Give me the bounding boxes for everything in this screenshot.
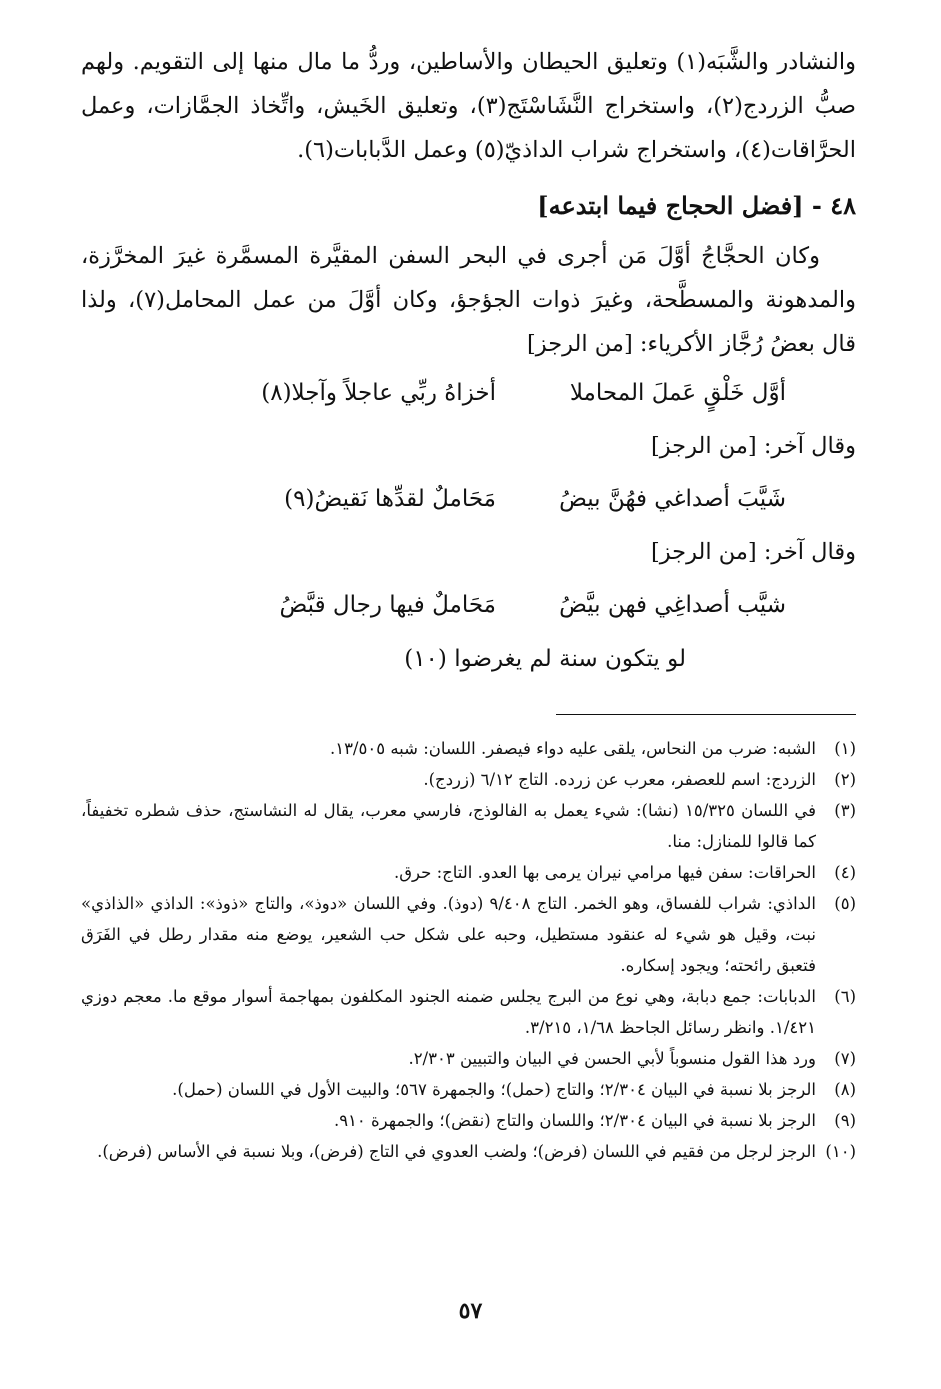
verse-3 bbox=[81, 578, 856, 632]
footnote-7 bbox=[81, 1043, 856, 1074]
footnote-number: (٥) bbox=[834, 894, 856, 913]
verse-1 bbox=[81, 366, 856, 420]
footnote-number: (٩) bbox=[834, 1111, 856, 1130]
footnote-number: (٦) bbox=[834, 987, 856, 1006]
section-heading: ٤٨ - [فضل الحجاج فيما ابتدعه] bbox=[537, 191, 856, 220]
page-number: ٥٧ bbox=[458, 1298, 483, 1324]
footnote-number: (٧) bbox=[834, 1049, 856, 1068]
footnote-3 bbox=[81, 795, 856, 857]
footnote-1 bbox=[81, 733, 856, 764]
footnote-number: (١٠) bbox=[825, 1142, 856, 1161]
footnote-5 bbox=[81, 888, 856, 981]
footnote-text: الدبابات: جمع دبابة، وهي نوع من البرج يجلس ضمنه الجنود المكلفون بمهاجمة أسوار موقع ما. معجم دوزي ١/٤٢١. وانظر رسائل الجاحظ ١/٦٨، ٣/٢١٥. bbox=[81, 987, 816, 1037]
verse-2-first-hemistich: شَيَّبَ أصداغي فهُنَّ بيضُ bbox=[559, 486, 786, 512]
body-paragraph-1: والنشادر والشَّبَه(١) وتعليق الحيطان والأساطين، وردُّ ما مال منها إلى التقويم. ولهم صبُّ الزردج(٢)، واستخراج النَّشَاسْتَج(٣)، وتعليق الخَيش، واتِّخاذ الجمَّازات، وعمل الحرَّاقات(٤)، واستخراج شراب الداذيّ(٥) وعمل الدَّبابات(٦). bbox=[81, 49, 857, 163]
footnote-number: (١) bbox=[834, 739, 856, 758]
footnotes bbox=[81, 733, 856, 1167]
footnote-text: الداذي: شراب للفساق، وهو الخمر. التاج ٩/٤٠٨ (دوذ). وفي اللسان «دوذ»، والتاج «ذوذ»: الداذي «الذاذي» نبت، وقيل هو شيء له عنقود مستطيل، وحبه على شكل حب الشعير، يوضع منه مقدار رطل في الفَرَق فتعبق رائحته؛ ويجود إسكاره. bbox=[81, 894, 816, 975]
footnote-10 bbox=[81, 1136, 856, 1167]
footnote-4 bbox=[81, 857, 856, 888]
footnote-number: (٢) bbox=[834, 770, 856, 789]
footnote-number: (٨) bbox=[834, 1080, 856, 1099]
footnote-8 bbox=[81, 1074, 856, 1105]
body-paragraph-2: وكان الحجَّاجُ أوَّلَ مَن أجرى في البحر السفن المقيَّرة المسمَّرة غيرَ المخرَّزة، والمدهونة والمسطَّحة، وغيرَ ذوات الجؤجؤ، وكان أوَّلَ من عمل المحامل(٧)، ولذا قال بعضُ رُجَّاز الأكرياء: [من الرجز] bbox=[81, 243, 856, 357]
verse-4: لو يتكون سنة لم يغرضوا (١٠) bbox=[404, 646, 686, 672]
verse-3-second-hemistich: مَحَاملٌ فيها رجال قبَّضُ bbox=[279, 592, 496, 618]
footnote-6 bbox=[81, 981, 856, 1043]
footnote-separator bbox=[556, 714, 856, 715]
footnote-text: الرجز بلا نسبة في البيان ٢/٣٠٤؛ والتاج (حمل)؛ والجمهرة ٥٦٧؛ والبيت الأول في اللسان (حمل). bbox=[172, 1080, 816, 1099]
footnote-text: الزردج: اسم للعصفر، معرب عن زرده. التاج ٦/١٢ (زردج). bbox=[423, 770, 816, 789]
verse-1-second-hemistich: أخزاهُ ربِّي عاجلاً وآجلا(٨) bbox=[261, 380, 496, 406]
verse-intro-3: وقال آخر: [من الرجز] bbox=[650, 539, 856, 565]
footnote-text: الشبه: ضرب من النحاس، يلقى عليه دواء فيصفر. اللسان: شبه ١٣/٥٠٥. bbox=[329, 739, 816, 758]
verse-intro-2: وقال آخر: [من الرجز] bbox=[650, 433, 856, 459]
footnote-text: في اللسان ١٥/٣٢٥ (نشا): شيء يعمل به الفالوذج، فارسي معرب، يقال له النشاستج، حذف شطره تخفيفاً، كما قالوا للمنازل: منا. bbox=[81, 801, 816, 851]
footnote-number: (٣) bbox=[834, 801, 856, 820]
footnote-2 bbox=[81, 764, 856, 795]
footnote-text: الرجز بلا نسبة في البيان ٢/٣٠٤؛ واللسان والتاج (نقض)؛ والجمهرة ٩١٠. bbox=[333, 1111, 816, 1130]
book-page bbox=[81, 40, 856, 1389]
footnote-9 bbox=[81, 1105, 856, 1136]
footnote-number: (٤) bbox=[834, 863, 856, 882]
footnote-text: الحراقات: سفن فيها مرامي نيران يرمى بها العدو. التاج: حرق. bbox=[393, 863, 816, 882]
footnote-text: الرجز لرجل من فقيم في اللسان (فرض)؛ ولضب العدوي في التاج (فرض)، وبلا نسبة في الأساس (فرض). bbox=[97, 1142, 816, 1161]
verse-2-second-hemistich: مَحَاملٌ لقدِّها نَقيضُ(٩) bbox=[284, 486, 496, 512]
footnote-text: ورد هذا القول منسوباً لأبي الحسن في البيان والتبيين ٢/٣٠٣. bbox=[408, 1049, 816, 1068]
verse-2 bbox=[81, 472, 856, 526]
verse-3-first-hemistich: شيَّب أصداغِي فهن بيَّضُ bbox=[559, 592, 786, 618]
verse-1-first-hemistich: أوَّل خَلْقٍ عَملَ المحاملا bbox=[569, 380, 786, 406]
